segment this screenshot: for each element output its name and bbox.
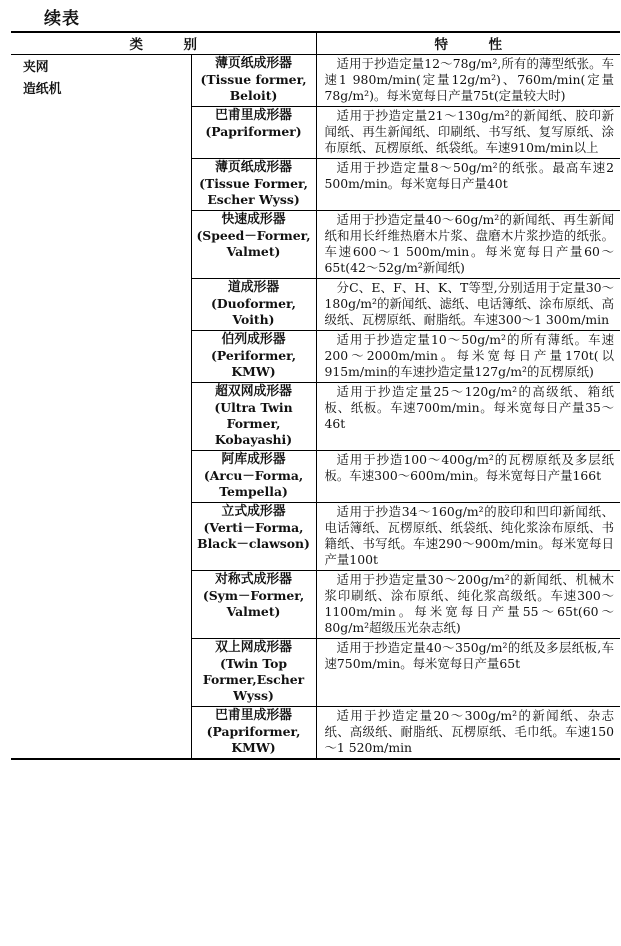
former-name-zh: 薄页纸成形器	[215, 160, 292, 175]
former-name-zh: 阿库成形器	[221, 452, 286, 467]
former-name-cell	[191, 571, 316, 639]
former-name-cell	[191, 279, 316, 331]
former-name-zh: 道成形器	[227, 280, 280, 295]
former-name-en: (Tissue Former, Escher Wyss)	[199, 176, 308, 207]
former-name-en: (Verti－Forma, Black－clawson)	[197, 520, 310, 551]
former-name-zh: 快速成形器	[221, 212, 286, 227]
header-characteristics: 特 性	[316, 32, 620, 55]
former-name-en: (Tissue former, Beloit)	[200, 72, 307, 103]
table-body	[11, 55, 620, 760]
former-name-zh: 伯列成形器	[221, 332, 286, 347]
former-description: 适用于抄造100～400g/m²的瓦楞原纸及多层纸板。车速300～600m/min。每米宽每日产量166t	[316, 451, 620, 503]
former-name-zh: 双上网成形器	[215, 640, 292, 655]
blank-column	[77, 55, 191, 760]
former-name-zh: 立式成形器	[221, 504, 286, 519]
former-name-en: (Twin Top Former,Escher Wyss)	[202, 656, 305, 703]
former-name-zh: 对称式成形器	[215, 572, 292, 587]
former-name-cell	[191, 503, 316, 571]
group-label-line1: 夹网	[23, 60, 49, 75]
former-name-en: (Papriformer, KMW)	[206, 724, 301, 755]
former-description: 分C、E、F、H、K、T等型,分别适用于定量30～180g/m²的新闻纸、滤纸、电话簿纸、涂布原纸、高级纸、瓦楞原纸、耐脂纸。车速300～1 300m/min	[316, 279, 620, 331]
former-description: 适用于抄造定量10～50g/m²的所有薄纸。车速200～2000m/min。每米宽每日产量170t(以915m/min的车速抄造定量127g/m²的瓦楞原纸)	[316, 331, 620, 383]
former-name-cell	[191, 211, 316, 279]
table-header-row	[11, 32, 620, 55]
former-name-en: (Duoformer, Voith)	[211, 296, 296, 327]
former-name-zh: 巴甫里成形器	[215, 108, 292, 123]
former-name-en: (Papriformer)	[205, 124, 302, 139]
former-description: 适用于抄造定量12～78g/m²,所有的薄型纸张。车速1 980m/min(定量12g/m²)、760m/min(定量78g/m²)。每米宽每日产量75t(定量较大时)	[316, 55, 620, 107]
former-description: 适用于抄造定量40～350g/m²的纸及多层纸板,车速750m/min。每米宽每日产量65t	[316, 639, 620, 707]
former-name-en: (Sym－Former, Valmet)	[202, 588, 305, 619]
former-name-cell	[191, 331, 316, 383]
former-name-cell	[191, 707, 316, 760]
header-category: 类 别	[11, 32, 316, 55]
continued-table-label: 续表	[44, 9, 80, 29]
former-description: 适用于抄造定量40～60g/m²的新闻纸、再生新闻纸和用长纤维热磨木片浆、盘磨木片浆抄造的纸张。车速600～1 500m/min。每米宽每日产量60～65t(42～52g/m²新闻纸)	[316, 211, 620, 279]
former-name-cell	[191, 451, 316, 503]
former-name-cell	[191, 639, 316, 707]
former-name-en: (Periformer, KMW)	[211, 348, 297, 379]
former-name-zh: 薄页纸成形器	[215, 56, 292, 71]
former-name-en: (Ultra Twin Former, Kobayashi)	[214, 400, 293, 447]
former-name-en: (Speed－Former, Valmet)	[196, 228, 311, 259]
former-name-zh: 超双网成形器	[215, 384, 292, 399]
former-name-cell	[191, 55, 316, 107]
paper-machine-table	[11, 31, 620, 760]
former-name-cell	[191, 107, 316, 159]
former-description: 适用于抄造定量25～120g/m²的高级纸、箱纸板、纸板。车速700m/min。每米宽每日产量35～46t	[316, 383, 620, 451]
former-description: 适用于抄造34～160g/m²的胶印和凹印新闻纸、电话簿纸、瓦楞原纸、纸袋纸、纯化浆涂布原纸、书籍纸、书写纸。车速290～900m/min。每米宽每日产量100t	[316, 503, 620, 571]
former-description: 适用于抄造定量20～300g/m²的新闻纸、杂志纸、高级纸、耐脂纸、瓦楞原纸、毛巾纸。车速150～1 520m/min	[316, 707, 620, 760]
former-description: 适用于抄造定量30～200g/m²的新闻纸、机械木浆印刷纸、涂布原纸、纯化浆高级纸。车速300～1100m/min。每米宽每日产量55～65t(60～80g/m²超级压光杂志纸)	[316, 571, 620, 639]
former-name-zh: 巴甫里成形器	[215, 708, 292, 723]
table-row	[11, 55, 620, 107]
former-name-en: (Arcu－Forma, Tempella)	[203, 468, 304, 499]
former-description: 适用于抄造定量21～130g/m²的新闻纸、胶印新闻纸、再生新闻纸、印刷纸、书写纸、复写原纸、涂布原纸、瓦楞原纸、纸袋纸。车速910m/min以上	[316, 107, 620, 159]
former-description: 适用于抄造定量8～50g/m²的纸张。最高车速2 500m/min。每米宽每日产量40t	[316, 159, 620, 211]
group-label-line2: 造纸机	[23, 82, 62, 97]
former-name-cell	[191, 383, 316, 451]
group-label	[11, 55, 77, 760]
former-name-cell	[191, 159, 316, 211]
